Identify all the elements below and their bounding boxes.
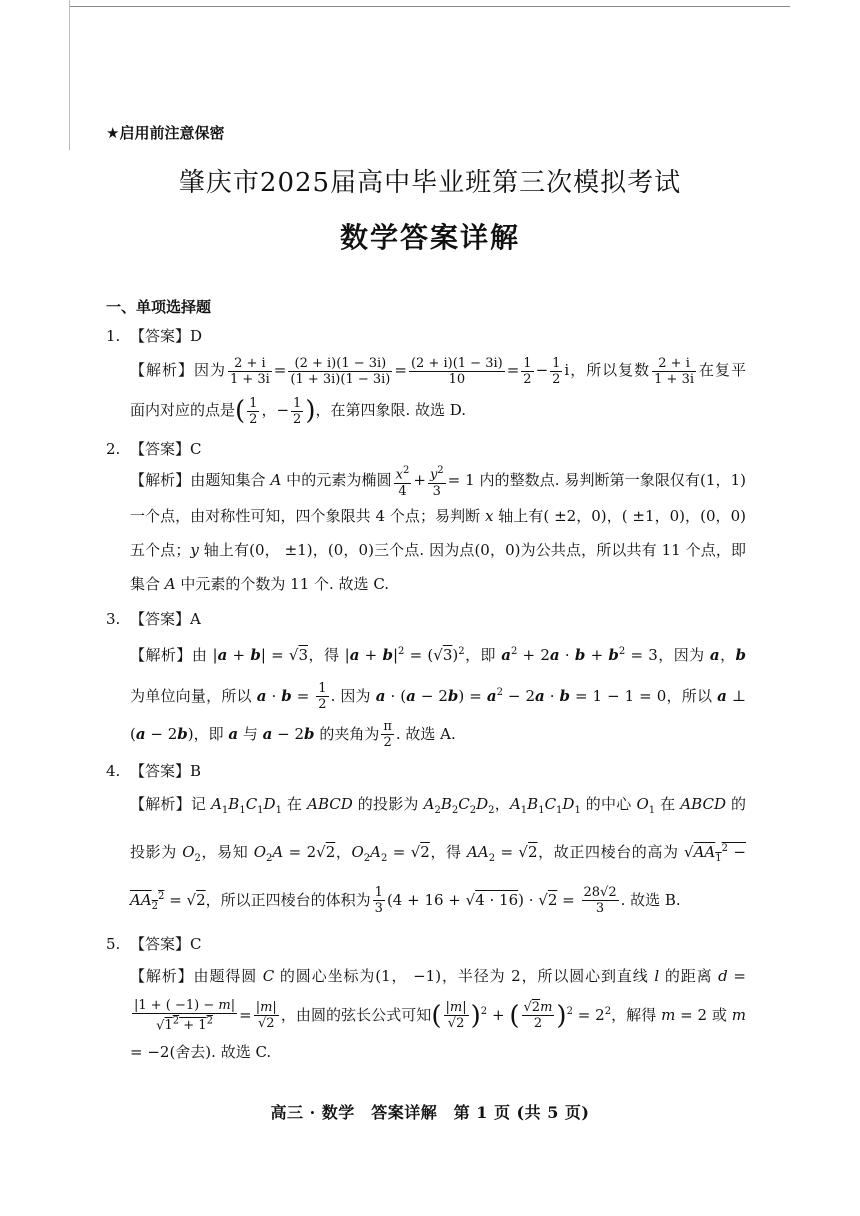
question-5 (106, 930, 746, 1070)
question-4 (106, 757, 746, 926)
left-rule (69, 0, 70, 150)
question-number: 3. (106, 609, 121, 628)
section-heading: 一、单项选择题 (106, 298, 212, 316)
question-number: 4. (106, 761, 121, 780)
confidential-label: ★启用前注意保密 (106, 124, 225, 142)
explanation: 【解析】因为 $\frac{2 + i}{1 + 3i}$ = $\frac{(2 + i)(1 - 3i)}{(1 + 3i)(1 - 3i)}$ = $\frac{(2 + i)(1 - 3i)}{10}$ = $\frac{1}{2}$ − $\frac{1}{2}$ i，所以复数 $\frac{2 + i}{1 + 3i}$ 在复平面内对应的点是( $\frac{1}{2}$ ，− $\frac{1}{2}$ )，在第四象限. 故选 D. (130, 355, 746, 427)
question-3 (106, 605, 746, 753)
explanation: 【解析】记 $A_1B_1C_1D_1$ 在 ABCD 的投影为 $A_2B_2C_2D_2$，$A_1B_1C_1D_1$ 的中心 $O_1$ 在 ABCD 的投影为 $O_2$，易知 $O_2A = 2√2$，$O_2A_2 = √2$，得 $AA_2 = √2$，故正四棱台的高为 $√AA_1^2 - AA_2^2 = √2$，所以正四棱台的体积为 $\frac{1}{3}$ (4 + 16 + √4 · 16) · √2 = $\frac{28√2}{3}$ . 故选 B. (130, 794, 746, 917)
page-footer: 高三 · 数学 答案详解 第 1 页 (共 5 页) (270, 1103, 590, 1122)
answer-label: 【答案】C (130, 934, 202, 953)
explanation: 【解析】由 |a + b| = √3，得 $|a + b|^2 = (√3)^2$，即 $a^2 + 2a \cdot b + b^2 = 3$，因为 a，b 为单位向量，所以 a · b = $\frac{1}{2}$ . 因为 $a \cdot (a - 2b) = a^2 - 2a \cdot b = 1 - 1 = 0$，所以 a ⊥ (a − 2b)，即 a 与 a − 2b 的夹角为 $\frac{\pi}{2}$ . 故选 A. (130, 645, 747, 751)
question-number: 5. (106, 934, 121, 953)
top-rule (70, 6, 790, 7)
answer-label: 【答案】A (130, 609, 201, 628)
question-number: 1. (106, 327, 121, 345)
question-2 (106, 435, 746, 601)
answer-content (106, 318, 746, 1070)
page-title: 肇庆市2025届高中毕业班第三次模拟考试 (178, 168, 682, 198)
question-1 (106, 322, 746, 431)
page-subtitle: 数学答案详解 (339, 221, 520, 254)
answer-label: 【答案】D (130, 327, 203, 345)
question-number: 2. (106, 440, 121, 458)
answer-label: 【答案】B (130, 761, 202, 780)
explanation: 【解析】由题得圆 C 的圆心坐标为(1， −1)，半径为 2，所以圆心到直线 l 的距离 d = $\frac{|1 + ( -1) - m|}{√1^2 + 1^2}$ = $\frac{|m|}{√2}$ ，由圆的弦长公式可知( $\frac{|m|}{√2}$ )$^2$ + ( $\frac{√2m}{2}$ )$^2 = 2^2$，解得 m = 2 或 m = −2(舍去). 故选 C. (130, 966, 746, 1061)
answer-label: 【答案】C (130, 440, 202, 458)
explanation: 【解析】由题知集合 A 中的元素为椭圆 $\frac{x^2}{4}$ + $\frac{y^2}{3}$ = 1 内的整数点. 易判断第一象限仅有(1，1)一个点，由对称性可知，四个象限共 4 个点；易判断 x 轴上有( ±2，0)，( ±1，0)，(0，0)五个点；y 轴上有(0， ±1)，(0，0)三个点. 因为点(0，0)为公共点，所以共有 11 个点，即集合 A 中元素的个数为 11 个. 故选 C. (130, 465, 746, 593)
